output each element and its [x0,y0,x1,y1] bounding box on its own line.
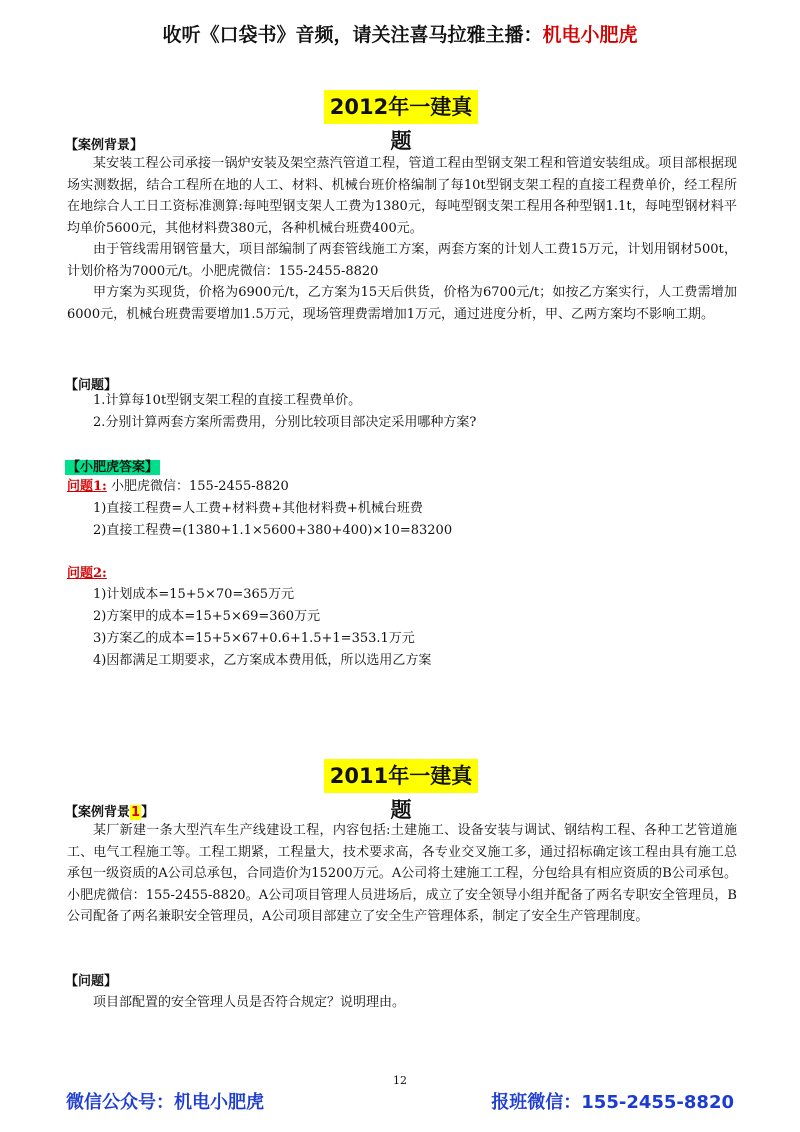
background-label-close: 】 [141,805,155,820]
background-paragraph-2011: 某厂新建一条大型汽车生产线建设工程，内容包括:土建施工、设备安装与调试、钢结构工程、各种工艺管道施工、电气工程施工等。工程工期紧，工程量大，技术要求高，各专业交叉施工多，通过招标确定该工程由具有施工总承包一级资质的A公司总承包，合同造价为15200万元。A公司将土建施工工程，分包给具有相应资质的B公司承包。小肥虎微信：155-2455-8820。A公司项目管理人员进场后，成立了安全领导小组并配备了两名专职安全管理员，B公司配备了两名兼职安全管理员，A公司项目部建立了安全生产管理体系，制定了安全生产管理制度。 [67,823,737,924]
case-background-2012 [67,153,737,325]
answer-2-line-3: 3)方案乙的成本=15+5×67+0.6+1.5+1=353.1万元 [93,631,415,646]
question-2011: 项目部配置的安全管理人员是否符合规定？说明理由。 [93,995,406,1010]
question-label-2011: 【问题】 [65,974,118,989]
answer-label-text: 【小肥虎答案】 [67,460,159,475]
answer-2-line-2: 2)方案甲的成本=15+5×69=360万元 [93,609,321,624]
background-paragraph-3: 甲方案为买现货，价格为6900元/t，乙方案为15天后供货，价格为6700元/t；如按乙方案实行，人工费需增加6000元，机械台班费需要增加1.5万元，现场管理费需增加1万元，通过进度分析，甲、乙两方案均不影响工期。 [67,285,737,322]
footer-wechat-account: 微信公众号：机电小肥虎 [66,1092,264,1113]
background-paragraph-2: 由于管线需用钢管量大，项目部编制了两套管线施工方案，两套方案的计划人工费15万元，计划用钢材500t，计划价格为7000元/t。小肥虎微信：155-2455-8820 [67,242,737,279]
question-label-2012: 【问题】 [65,378,118,393]
answer-1-heading [67,476,289,498]
answer-2-heading [67,563,107,585]
answer-1-line-2: 2)直接工程费=(1380+1.1×5600+380+400)×10=83200 [93,523,453,538]
answer-1-label: 问题1: [67,479,107,494]
case-background-label-2011 [65,801,154,820]
answer-1-line-1: 1)直接工程费=人工费+材料费+其他材料费+机械台班费 [93,501,423,516]
case-background-label-2012: 【案例背景】 [65,138,144,153]
background-paragraph-1: 某安装工程公司承接一锅炉安装及架空蒸汽管道工程，管道工程由型钢支架工程和管道安装组成。项目部根据现场实测数据，结合工程所在地的人工、材料、机械台班价格编制了每10t型钢支架工程的直接工程费单价，经工程所在地综合人工日工资标准测算:每吨型钢支架人工费为1380元，每吨型钢支架工程用各种型钢1.1t，每吨型钢材料平均单价5600元，其他材料费380元，各种机械台班费400元。 [67,156,737,236]
section-2012-title: 2012年一建真题 [324,90,478,124]
question-1: 1.计算每10t型钢支架工程的直接工程费单价。 [93,393,362,408]
header-anchor-name: 机电小肥虎 [542,24,638,46]
header-prefix: 收听《口袋书》音频，请关注喜马拉雅主播： [162,24,543,46]
answer-label [65,456,160,475]
question-2: 2.分别计算两套方案所需费用，分别比较项目部决定采用哪种方案? [93,415,477,430]
page-number: 12 [393,1074,407,1087]
footer-enroll-wechat: 报班微信：155-2455-8820 [491,1092,734,1113]
answer-2-line-1: 1)计划成本=15+5×70=365万元 [93,587,295,602]
answer-1-contact: 小肥虎微信：155-2455-8820 [111,479,289,494]
case-background-2011 [67,820,737,928]
page-header [0,20,800,47]
answer-2-label: 问题2: [67,566,107,581]
section-2011-title: 2011年一建真题 [324,759,478,793]
background-label-text: 【案例背景 [65,805,131,820]
background-label-mark: 1 [131,805,141,820]
answer-2-line-4: 4)因都满足工期要求，乙方案成本费用低，所以选用乙方案 [93,653,432,668]
